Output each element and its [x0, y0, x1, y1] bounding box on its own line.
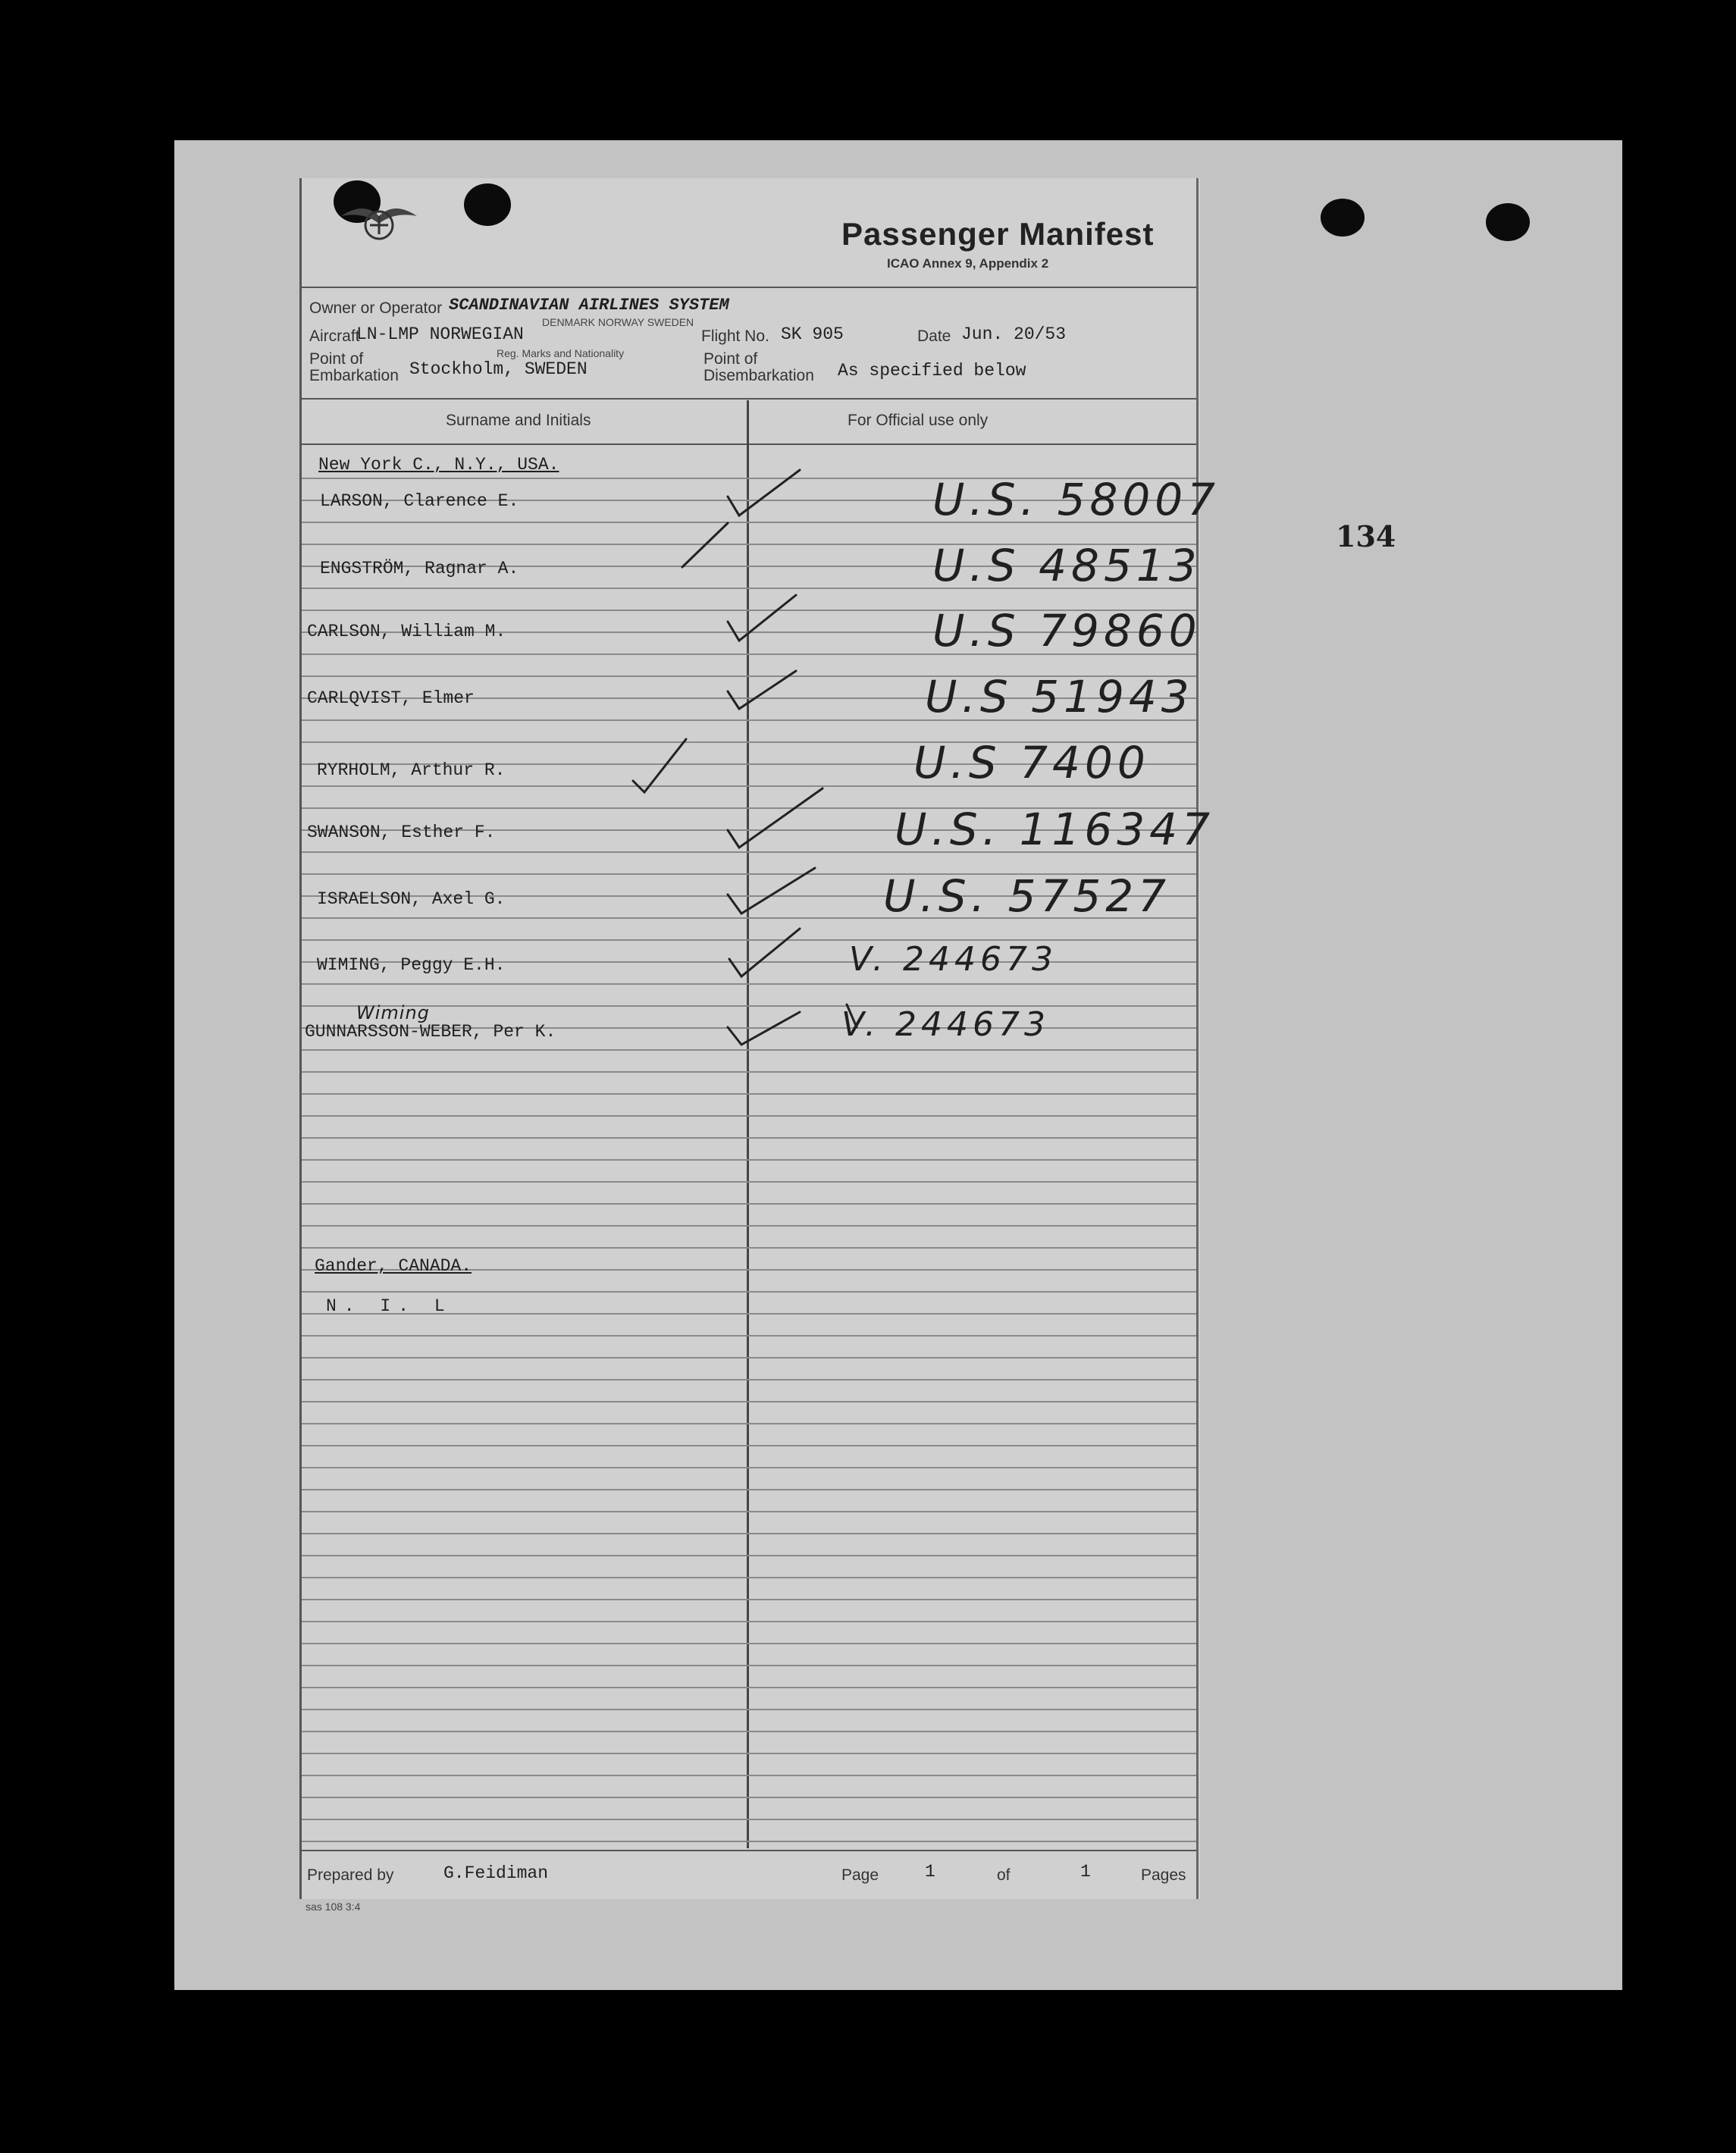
owner-label: Owner or Operator — [309, 299, 443, 317]
document-subtitle: ICAO Annex 9, Appendix 2 — [887, 256, 1049, 271]
disembarkation-value: As specified below — [838, 361, 1026, 381]
date-value: Jun. 20/53 — [961, 324, 1067, 344]
embarkation-value: Stockholm, SWEDEN — [409, 359, 588, 379]
flight-value: SK 905 — [781, 324, 844, 344]
passenger-name: WIMING, Peggy E.H. — [317, 955, 506, 975]
check-mark-icon — [633, 739, 686, 792]
official-entry: U.S 79860 — [932, 605, 1202, 657]
destination-heading: New York C., N.Y., USA. — [318, 455, 559, 475]
of-value: 1 — [1080, 1862, 1091, 1882]
check-mark-icon — [682, 523, 728, 567]
form-code: sas 108 3:4 — [306, 1901, 361, 1913]
sheet-number-stamp: 134 — [1336, 519, 1396, 553]
pages-label: Pages — [1141, 1866, 1186, 1884]
check-mark-icon — [728, 788, 823, 848]
nil-note: N. I. L — [326, 1296, 453, 1316]
of-label: of — [997, 1866, 1011, 1884]
official-entry: V. 244673 — [841, 1005, 1050, 1044]
flight-label: Flight No. — [701, 327, 769, 345]
page-value: 1 — [925, 1862, 935, 1882]
page-label: Page — [841, 1866, 879, 1884]
official-entry: U.S 51943 — [925, 671, 1194, 722]
official-entry: U.S 48513 — [932, 540, 1202, 591]
official-column-header: For Official use only — [848, 412, 989, 429]
embarkation-label: Point of Embarkation — [309, 350, 399, 384]
reg-marks-label: Reg. Marks and Nationality — [497, 347, 625, 359]
passenger-name: ENGSTRÖM, Ragnar A. — [320, 559, 519, 578]
disembarkation-label: Point of Disembarkation — [703, 350, 814, 384]
prepared-value: G.Feidiman — [443, 1863, 549, 1883]
official-entry: U.S. 57527 — [883, 870, 1171, 922]
owner-value: SCANDINAVIAN AIRLINES SYSTEM — [449, 296, 729, 315]
passenger-name: CARLQVIST, Elmer — [307, 688, 475, 708]
check-mark-icon — [728, 470, 800, 516]
destination-heading: Gander, CANADA. — [315, 1256, 472, 1276]
official-entry: U.S 7400 — [913, 737, 1150, 788]
check-mark-icon — [729, 929, 800, 976]
official-entry: U.S. 116347 — [895, 804, 1214, 855]
owner-countries: DENMARK NORWAY SWEDEN — [542, 316, 694, 328]
official-entry: V. 244673 — [849, 940, 1058, 979]
check-mark-icon — [728, 868, 815, 914]
footer-divider — [302, 1850, 1196, 1851]
names-column-header: Surname and Initials — [446, 412, 591, 429]
aircraft-label: Aircraft — [309, 327, 360, 345]
check-mark-icon — [728, 671, 796, 709]
prepared-label: Prepared by — [307, 1866, 394, 1884]
passenger-name: CARLSON, William M. — [307, 622, 506, 641]
date-label: Date — [917, 327, 951, 345]
aircraft-value: LN-LMP NORWEGIAN — [356, 324, 524, 344]
passenger-name: SWANSON, Esther F. — [307, 823, 496, 842]
passenger-name: RYRHOLM, Arthur R. — [317, 760, 506, 780]
passenger-name: LARSON, Clarence E. — [320, 491, 519, 511]
handwritten-annotation: Wiming — [356, 1002, 430, 1023]
strike-mark — [847, 1004, 857, 1027]
document-title: Passenger Manifest — [841, 216, 1155, 252]
official-entry: U.S. 58007 — [932, 474, 1221, 525]
passenger-name: ISRAELSON, Axel G. — [317, 889, 506, 909]
check-mark-icon — [728, 595, 796, 641]
check-mark-icon — [728, 1012, 800, 1045]
passenger-name: GUNNARSSON-WEBER, Per K. — [305, 1022, 556, 1042]
